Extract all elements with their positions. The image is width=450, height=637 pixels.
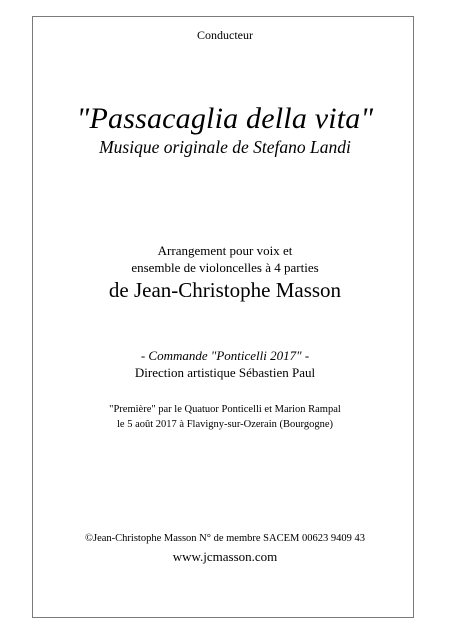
- commission-prefix: -: [140, 348, 149, 363]
- premiere-line-2: le 5 août 2017 à Flavigny-sur-Ozerain (Bourgogne): [117, 419, 333, 430]
- premiere-line-1: "Première" par le Quatuor Ponticelli et Marion Rampal: [109, 404, 341, 415]
- copyright-notice: ©Jean-Christophe Masson N° de membre SACEM 00623 9409 43: [85, 533, 365, 544]
- website-link[interactable]: www.jcmasson.com: [172, 549, 278, 564]
- work-title: "Passacaglia della vita": [76, 102, 374, 135]
- commission-text: Commande "Ponticelli 2017": [148, 348, 302, 363]
- arrangement-line-1: Arrangement pour voix et: [157, 243, 293, 258]
- arrangement-line-2: ensemble de violoncelles à 4 parties: [131, 260, 319, 275]
- arranger-name: de Jean-Christophe Masson: [108, 278, 342, 302]
- work-subtitle: Musique originale de Stefano Landi: [99, 137, 351, 157]
- artistic-direction: Direction artistique Sébastien Paul: [134, 365, 316, 380]
- commission-line: [0, 349, 450, 362]
- score-type-label: Conducteur: [197, 28, 253, 42]
- commission-suffix: -: [301, 348, 310, 363]
